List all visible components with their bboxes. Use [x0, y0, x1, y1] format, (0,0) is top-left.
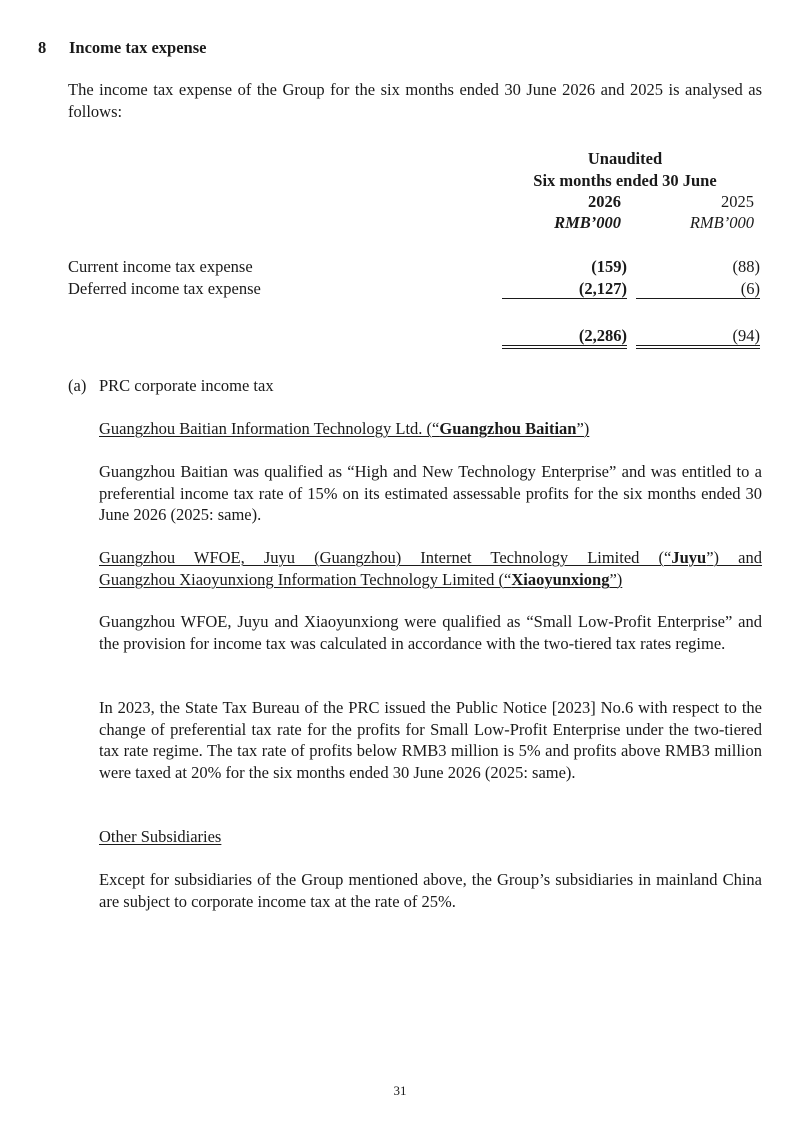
cell-deferred-tax-2025: (6) — [740, 279, 760, 298]
column-year-2026: 2026 — [588, 192, 621, 211]
subsection-marker: (a) — [68, 376, 87, 395]
total-double-rule-2025 — [636, 345, 760, 349]
total-double-rule-2026 — [502, 345, 627, 349]
cell-current-tax-2026: (159) — [591, 257, 627, 276]
column-currency-2025: RMB’000 — [689, 213, 754, 232]
paragraph-baitian: Guangzhou Baitian was qualified as “High and New Technology Enterprise” and was entitled to a preferential income tax rate of 15% on its estimated assessable profits for the six months ended 30 June 2026 (2025: same). — [99, 462, 762, 524]
cell-total-2026: (2,286) — [578, 326, 627, 345]
heading-guangzhou-baitian: Guangzhou Baitian Information Technology Ltd. (“Guangzhou Baitian”) — [99, 419, 590, 438]
subsection-title: PRC corporate income tax — [99, 376, 274, 395]
section-title: Income tax expense — [69, 38, 207, 57]
cell-deferred-tax-2026: (2,127) — [578, 279, 627, 298]
cell-total-2025: (94) — [732, 326, 760, 345]
subtotal-rule-2026 — [502, 298, 627, 299]
row-label-deferred-tax: Deferred income tax expense — [68, 279, 261, 298]
section-number: 8 — [38, 38, 47, 57]
page-number: 31 — [393, 1083, 407, 1098]
paragraph-other-subsidiaries: Except for subsidiaries of the Group mentioned above, the Group’s subsidiaries in mainland China are subject to corporate income tax at the rate of 25%. — [99, 870, 762, 911]
column-year-2025: 2025 — [721, 192, 754, 211]
column-currency-2026: RMB’000 — [554, 213, 621, 232]
subtotal-rule-2025 — [636, 298, 760, 299]
heading-other-subsidiaries: Other Subsidiaries — [99, 827, 222, 846]
table-header-period: Six months ended 30 June — [533, 171, 717, 190]
cell-current-tax-2025: (88) — [732, 257, 760, 276]
heading-wfoe-juyu-xiaoyunxiong: Guangzhou WFOE, Juyu (Guangzhou) Internet Technology Limited (“Juyu”) and Guangzhou Xiaoyunxiong Information Technology Limited (“Xiaoyunxiong”) — [99, 548, 762, 589]
row-label-current-tax: Current income tax expense — [68, 257, 253, 276]
table-header-status: Unaudited — [587, 149, 663, 168]
intro-paragraph: The income tax expense of the Group for the six months ended 30 June 2026 and 2025 is analysed as follows: — [68, 80, 762, 121]
paragraph-public-notice: In 2023, the State Tax Bureau of the PRC issued the Public Notice [2023] No.6 with respect to the change of preferential tax rate for the profits for Small Low-Profit Enterprise under the two-tiered tax rate regime. The tax rate of profits below RMB3 million is 5% and profits above RMB3 million were taxed at 20% for the six months ended 30 June 2026 (2025: same). — [99, 698, 762, 782]
paragraph-small-low-profit: Guangzhou WFOE, Juyu and Xiaoyunxiong were qualified as “Small Low-Profit Enterprise” and the provision for income tax was calculated in accordance with the two-tiered tax rates regime. — [99, 612, 762, 653]
